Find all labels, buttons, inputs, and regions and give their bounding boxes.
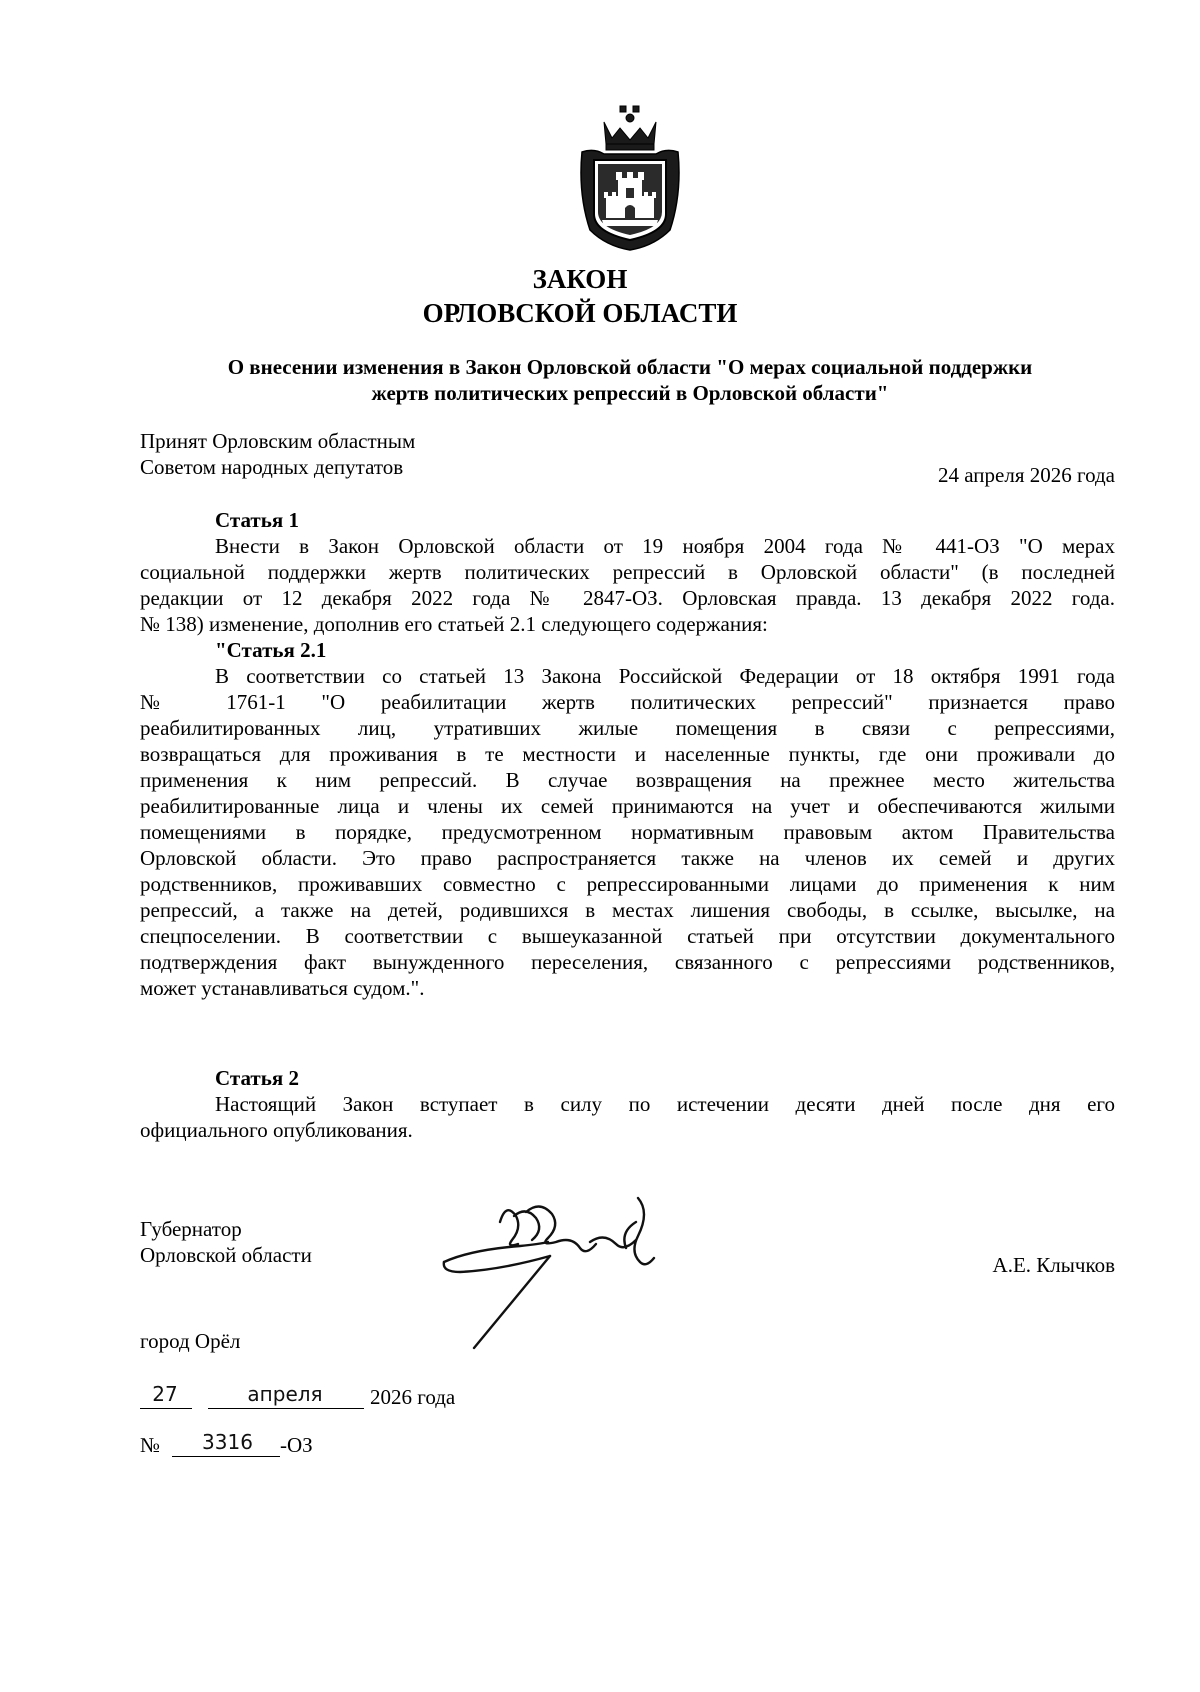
month-underline [208, 1408, 364, 1409]
law-title-line2: ОРЛОВСКОЙ ОБЛАСТИ [422, 298, 738, 328]
adoption-date: 24 апреля 2026 года [938, 463, 1115, 487]
article2-1-line: реабилитированных лиц, утративших жилые помещения в связи с репрессиями, [140, 716, 1115, 740]
law-subtitle-line1: О внесении изменения в Закон Орловской области "О мерах социальной поддержки [227, 355, 1033, 379]
signing-month: апреля [247, 1382, 323, 1406]
article1-line: № 138) изменение, дополнив его статьей 2.1 следующего содержания: [140, 612, 768, 636]
signing-year: 2026 года [370, 1385, 456, 1409]
article2-1-line: реабилитированные лица и члены их семей принимаются на учет и обеспечиваются жилыми [140, 794, 1115, 818]
article2-1-line: Орловской области. Это право распространяется также на членов их семей и других [140, 846, 1115, 870]
governor-title-line2: Орловской области [140, 1243, 312, 1267]
article2-1-heading: "Статья 2.1 [215, 638, 327, 662]
article2-1-line: родственников, проживавших совместно с репрессированными лицами до применения к ним [140, 872, 1115, 896]
article2-1-line: В соответствии со статьей 13 Закона Российской Федерации от 18 октября 1991 года [215, 664, 1115, 688]
article2-1-line: репрессий, а также на детей, родившихся в местах лишения свободы, в ссылке, высылке, на [140, 898, 1115, 922]
article2-1-line: подтверждения факт вынужденного переселения, связанного с репрессиями родственников, [140, 950, 1115, 974]
number-underline [172, 1456, 280, 1457]
article2-1-line: возвращаться для проживания в те местности и населенные пункты, где они проживали до [140, 742, 1115, 766]
handwritten-signature [440, 1192, 665, 1352]
article2-line: официального опубликования. [140, 1118, 413, 1142]
article2-1-line: может устанавливаться судом.". [140, 976, 425, 1000]
article1-line: социальной поддержки жертв политических репрессий в Орловской области" (в последней [140, 560, 1115, 584]
article2-line: Настоящий Закон вступает в силу по истечении десяти дней после дня его [215, 1092, 1115, 1116]
governor-name: А.Е. Клычков [992, 1253, 1115, 1277]
article2-1-line: спецпоселении. В соответствии с вышеуказанной статьей при отсутствии документального [140, 924, 1115, 948]
law-title-line1: ЗАКОН [532, 264, 628, 294]
law-number: 3316 [202, 1430, 253, 1454]
law-number-prefix: № [140, 1433, 161, 1457]
law-subtitle-line2: жертв политических репрессий в Орловской области" [371, 381, 889, 405]
article2-1-line: № 1761-1 "О реабилитации жертв политических репрессий" признается право [140, 690, 1115, 714]
article1-line: Внести в Закон Орловской области от 19 ноября 2004 года № 441-ОЗ "О мерах [215, 534, 1115, 558]
day-underline [140, 1408, 192, 1409]
adoption-line1: Принят Орловским областным [140, 429, 416, 453]
article2-1-line: применения к ним репрессий. В случае возвращения на прежнее место жительства [140, 768, 1115, 792]
article1-heading: Статья 1 [215, 508, 299, 532]
adoption-line2: Советом народных депутатов [140, 455, 404, 479]
governor-title-line1: Губернатор [140, 1217, 242, 1241]
coat-of-arms-emblem [576, 104, 684, 254]
article2-heading: Статья 2 [215, 1066, 299, 1090]
signing-day: 27 [152, 1382, 178, 1406]
law-number-suffix: -ОЗ [280, 1433, 313, 1457]
article2-1-line: помещениями в порядке, предусмотренном нормативным правовым актом Правительства [140, 820, 1115, 844]
city-label: город Орёл [140, 1329, 241, 1353]
article1-line: редакции от 12 декабря 2022 года № 2847-ОЗ. Орловская правда. 13 декабря 2022 года. [140, 586, 1115, 610]
